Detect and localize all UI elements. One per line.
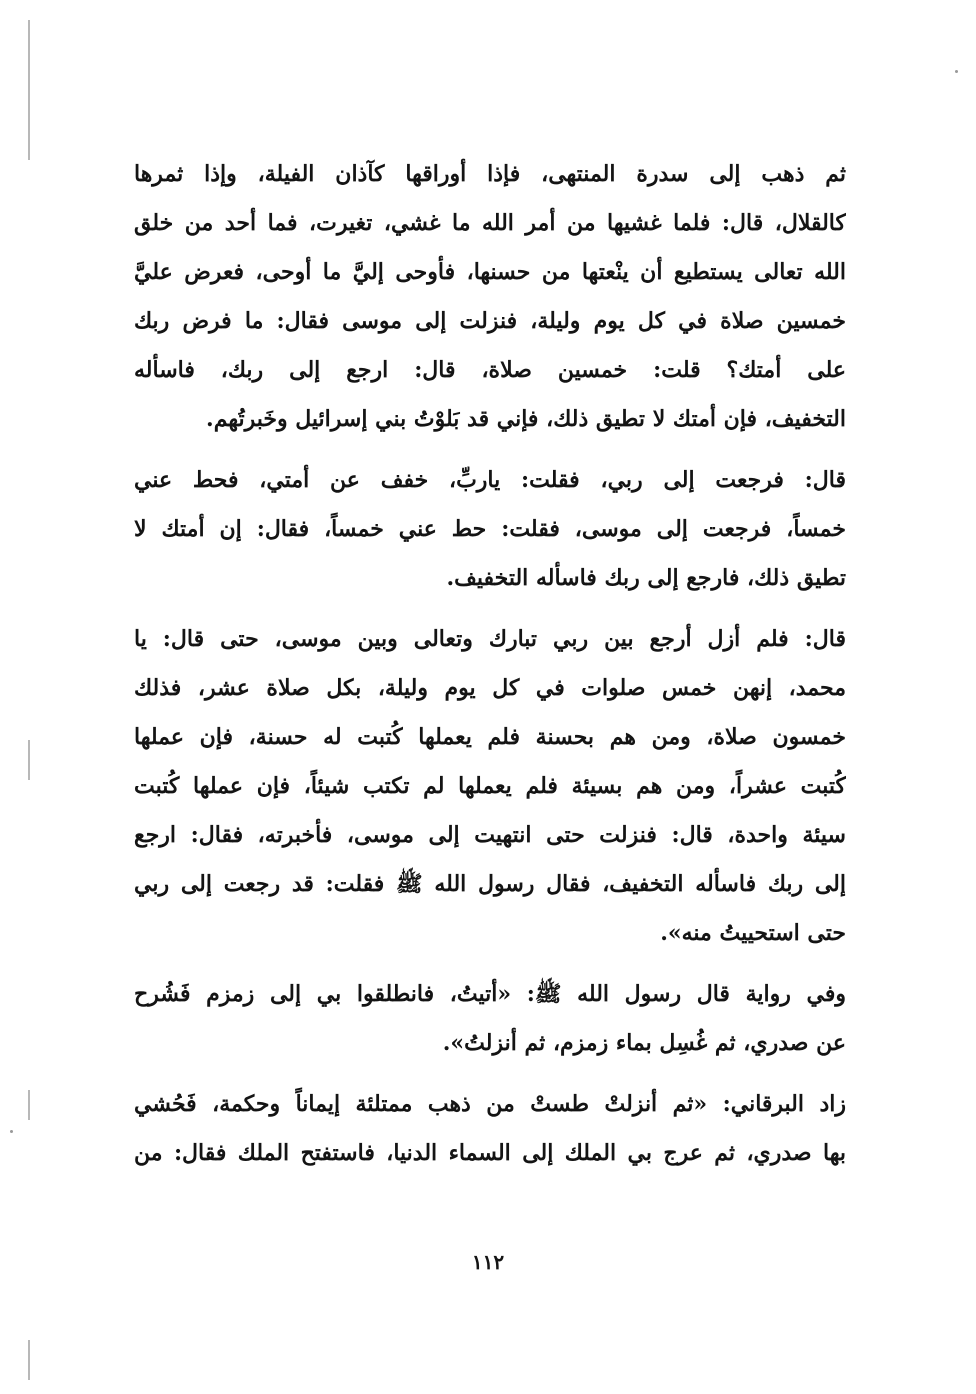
- scan-artifact: [28, 20, 30, 160]
- scan-artifact: [955, 70, 958, 73]
- page-body-text: [134, 150, 846, 1178]
- text-line: إلى ربك فاسأله التخفيف، فقال رسول الله ﷺ فقلت: قد رجعت إلى ربي: [134, 871, 846, 897]
- text-line: قال: فرجعت إلى ربي، فقلت: ياربِّ، خفف عن أمتي، فحط عني: [134, 467, 846, 493]
- paragraph: [134, 456, 846, 603]
- text-line: ثم ذهب إلى سدرة المنتهى، فإذا أوراقها كآذان الفيلة، وإذا ثمرها: [134, 161, 846, 187]
- text-line: سيئة واحدة، قال: فنزلت حتى انتهيت إلى موسى، فأخبرته، فقال: ارجع: [134, 822, 846, 848]
- text-line: قال: فلم أزل أرجع بين ربي تبارك وتعالى وبين موسى، حتى قال: يا: [134, 626, 846, 652]
- paragraph-spacer: [134, 958, 846, 970]
- paragraph: [134, 150, 846, 444]
- text-line: وفي رواية قال رسول الله ﷺ: «أتيتُ، فانطلقوا بي إلى زمزم فَشُرح: [134, 981, 846, 1007]
- text-line: خمساً، فرجعت إلى موسى، فقلت: حط عني خمساً، فقال: إن أمتك لا: [134, 516, 846, 542]
- scan-artifact: [28, 740, 30, 780]
- text-line: زاد البرقاني: «ثم أنزلتْ طستْ من ذهب ممتلئة إيماناً وحكمة، فَحُشي: [134, 1091, 846, 1117]
- paragraph: [134, 615, 846, 958]
- paragraph-spacer: [134, 603, 846, 615]
- text-line: كُتبت عشراً، ومن هم بسيئة فلم يعملها لم تكتب شيئاً، فإن عملها كُتبت: [134, 773, 846, 799]
- text-line: تطيق ذلك، فارجع إلى ربك فاسأله التخفيف.: [446, 565, 846, 591]
- paragraph: [134, 1080, 846, 1178]
- paragraph: [134, 970, 846, 1068]
- text-line: خمسين صلاة في كل يوم وليلة، فنزلت إلى موسى فقال: ما فرض ربك: [134, 308, 846, 334]
- text-line: محمد، إنهن خمس صلوات في كل يوم وليلة، بكل صلاة عشر، فذلك: [134, 675, 846, 701]
- text-line: على أمتك؟ قلت: خمسين صلاة، قال: ارجع إلى ربك، فاسأله: [134, 357, 846, 383]
- paragraph-spacer: [134, 1068, 846, 1080]
- text-line: حتى استحييتُ منه».: [660, 920, 846, 946]
- text-line: خمسون صلاة، ومن هم بحسنة فلم يعملها كُتبت له حسنة، فإن عملها: [134, 724, 846, 750]
- paragraph-spacer: [134, 444, 846, 456]
- text-line: التخفيف، فإن أمتك لا تطيق ذلك، فإني قد بَلوْتُ بني إسرائيل وخَبرتُهم.: [206, 406, 846, 432]
- page-number: ١١٢: [471, 1250, 505, 1274]
- text-line: عن صدري، ثم غُسِل بماء زمزم، ثم أنزلتُ».: [442, 1030, 846, 1056]
- text-line: كالقلال، قال: فلما غشيها من أمر الله ما غشي، تغيرت، فما أحد من خلق: [134, 210, 846, 236]
- text-line: بها صدري، ثم عرج بي الملك إلى السماء الدنيا، فاستفتح الملك فقال: من: [134, 1140, 846, 1166]
- text-line: الله تعالى يستطيع أن ينْعتها من حسنها، فأوحى إليَّ ما أوحى، فعرض عليَّ: [134, 259, 846, 285]
- scan-artifact: [28, 1340, 30, 1380]
- scan-artifact: [10, 1130, 13, 1133]
- scan-artifact: [28, 1090, 30, 1120]
